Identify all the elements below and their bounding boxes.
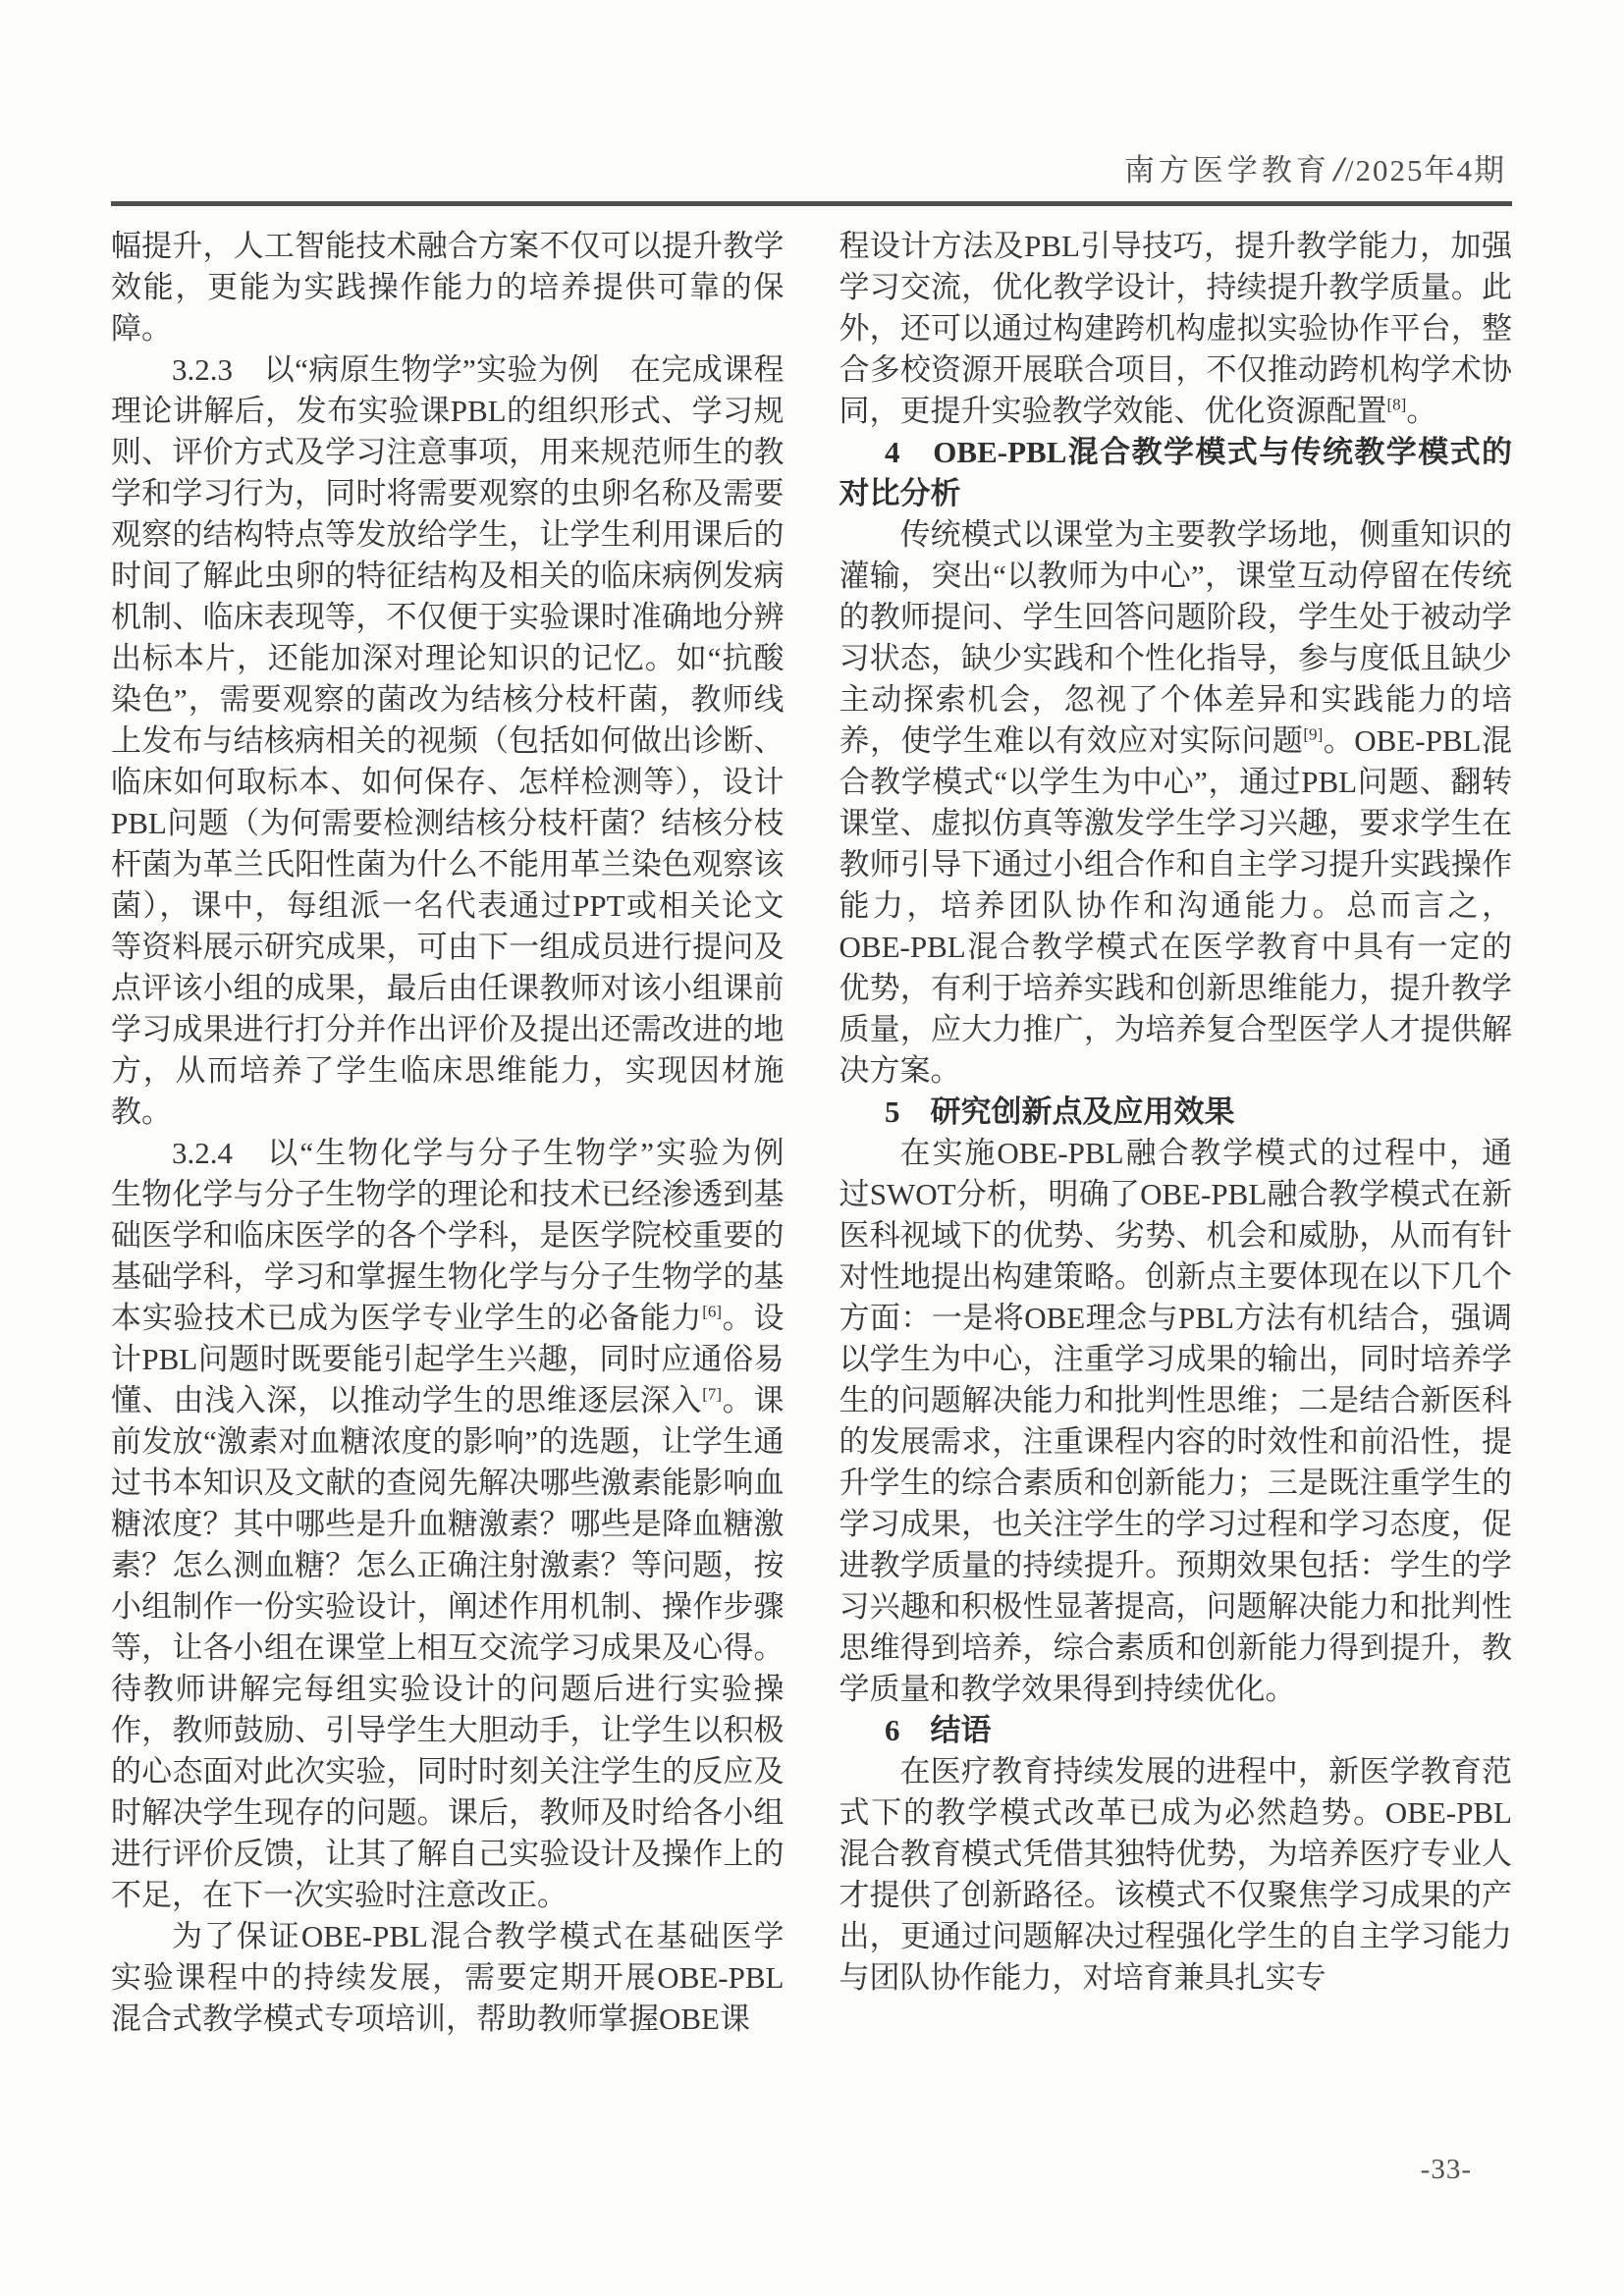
right-column bbox=[839, 226, 1513, 2040]
reference-superscript: [8] bbox=[1386, 395, 1407, 414]
reference-superscript: [9] bbox=[1303, 724, 1324, 744]
header-divider-rule bbox=[111, 201, 1512, 206]
paragraph-continuation: 幅提升，人工智能技术融合方案不仅可以提升教学效能，更能为实践操作能力的培养提供可靠的保障。 bbox=[111, 229, 785, 346]
page-number: -33- bbox=[1420, 2154, 1472, 2185]
journal-issue: /2025年4期 bbox=[1344, 153, 1506, 187]
paragraph-comparison: 传统模式以课堂为主要教学场地，侧重知识的灌输，突出“以教师为中心”，课堂互动停留在传统的教师提问、学生回答问题阶段，学生处于被动学习状态，缺少实践和个性化指导，参与度低且缺少主动探索机会，忽视了个体差异和实践能力的培养，使学生难以有效应对实际问题[9]。OBE-PBL混合教学模式“以学生为中心”，通过PBL问题、翻转课堂、虚拟仿真等激发学生学习兴趣，要求学生在教师引导下通过小组合作和自主学习提升实践操作能力，培养团队协作和沟通能力。总而言之，OBE-PBL混合教学模式在医学教育中具有一定的优势，有利于培养实践和创新思维能力，提升教学质量，应大力推广，为培养复合型医学人才提供解决方案。 bbox=[839, 517, 1513, 1088]
header-slash-decoration: / bbox=[1333, 149, 1344, 188]
paragraph-3-2-4: 3.2.4 以“生物化学与分子生物学”实验为例 生物化学与分子生物学的理论和技术已经渗透到基础医学和临床医学的各个学科，是医学院校重要的基础学科，学习和掌握生物化学与分子生物学的基本实验技术已成为医学专业学生的必备能力[6]。设计PBL问题时既要能引起学生兴趣，同时应通俗易懂、由浅入深，以推动学生的思维逐层深入[7]。课前发放“激素对血糖浓度的影响”的选题，让学生通过书本知识及文献的查阅先解决哪些激素能影响血糖浓度？其中哪些是升血糖激素？哪些是降血糖激素？怎么测血糖？怎么正确注射激素？等问题，按小组制作一份实验设计，阐述作用机制、操作步骤等，让各小组在课堂上相互交流学习成果及心得。待教师讲解完每组实验设计的问题后进行实验操作，教师鼓励、引导学生大胆动手，让学生以积极的心态面对此次实验，同时时刻关注学生的反应及时解决学生现存的问题。课后，教师及时给各小组进行评价反馈，让其了解自己实验设计及操作上的不足，在下一次实验时注意改正。 bbox=[111, 1136, 815, 1912]
section-heading-4: 4 OBE-PBL混合教学模式与传统教学模式的对比分析 bbox=[839, 435, 1512, 510]
paragraph-innovation: 在实施OBE-PBL融合教学模式的过程中，通过SWOT分析，明确了OBE-PBL融合教学模式在新医科视域下的优势、劣势、机会和威胁，从而有针对性地提出构建策略。创新点主要体现在以下几个方面：一是将OBE理念与PBL方法有机结合，强调以学生为中心，注重学习成果的输出，同时培养学生的问题解决能力和批判性思维；二是结合新医科的发展需求，注重课程内容的时效性和前沿性，提升学生的综合素质和创新能力；三是既注重学生的学习成果，也关注学生的学习过程和学习态度，促进教学质量的持续提升。预期效果包括：学生的学习兴趣和积极性显著提高，问题解决能力和批判性思维得到培养，综合素质和创新能力得到提升，教学质量和教学效果得到持续优化。 bbox=[839, 1136, 1512, 1706]
paragraph-3-2-3: 3.2.3 以“病原生物学”实验为例 在完成课程理论讲解后，发布实验课PBL的组织形式、学习规则、评价方式及学习注意事项，用来规范师生的教学和学习行为，同时将需要观察的虫卵名称及需要观察的结构特点等发放给学生，让学生利用课后的时间了解此虫卵的特征结构及相关的临床病例发病机制、临床表现等，不仅便于实验课时准确地分辨出标本片，还能加深对理论知识的记忆。如“抗酸染色”，需要观察的菌改为结核分枝杆菌，教师线上发布与结核病相关的视频（包括如何做出诊断、临床如何取标本、如何保存、怎样检测等），设计PBL问题（为何需要检测结核分枝杆菌？结核分枝杆菌为革兰氏阳性菌为什么不能用革兰染色观察该菌），课中，每组派一名代表通过PPT或相关论文等资料展示研究成果，可由下一组成员进行提问及点评该小组的成果，最后由任课教师对该小组课前学习成果进行打分并作出评价及提出还需改进的地方，从而培养了学生临床思维能力，实现因材施教。 bbox=[111, 352, 785, 1129]
reference-superscript: [7] bbox=[702, 1384, 723, 1404]
journal-title: 南方医学教育 bbox=[1123, 153, 1330, 187]
section-heading-6: 6 结语 bbox=[885, 1713, 992, 1747]
paragraph-continuation-right: 程设计方法及PBL引导技巧，提升教学能力，加强学习交流，优化教学设计，持续提升教学质量。此外，还可以通过构建跨机构虚拟实验协作平台，整合多校资源开展联合项目，不仅推动跨机构学术协同，更提升实验教学效能、优化资源配置[8]。 bbox=[839, 229, 1512, 428]
reference-superscript: [6] bbox=[702, 1302, 723, 1321]
section-heading-5: 5 研究创新点及应用效果 bbox=[885, 1095, 1235, 1129]
left-column bbox=[111, 226, 815, 2040]
article-body bbox=[111, 226, 1512, 2040]
paragraph-conclusion: 在医疗教育持续发展的进程中，新医学教育范式下的教学模式改革已成为必然趋势。OBE-PBL混合教育模式凭借其独特优势，为培养医疗专业人才提供了创新路径。该模式不仅聚焦学习成果的产出，更通过问题解决过程强化学生的自主学习能力与团队协作能力，对培育兼具扎实专 bbox=[839, 1754, 1512, 1995]
page-header bbox=[111, 145, 1512, 201]
paragraph-training: 为了保证OBE-PBL混合教学模式在基础医学实验课程中的持续发展，需要定期开展OBE-PBL混合式教学模式专项培训，帮助教师掌握OBE课 bbox=[111, 1919, 785, 2036]
